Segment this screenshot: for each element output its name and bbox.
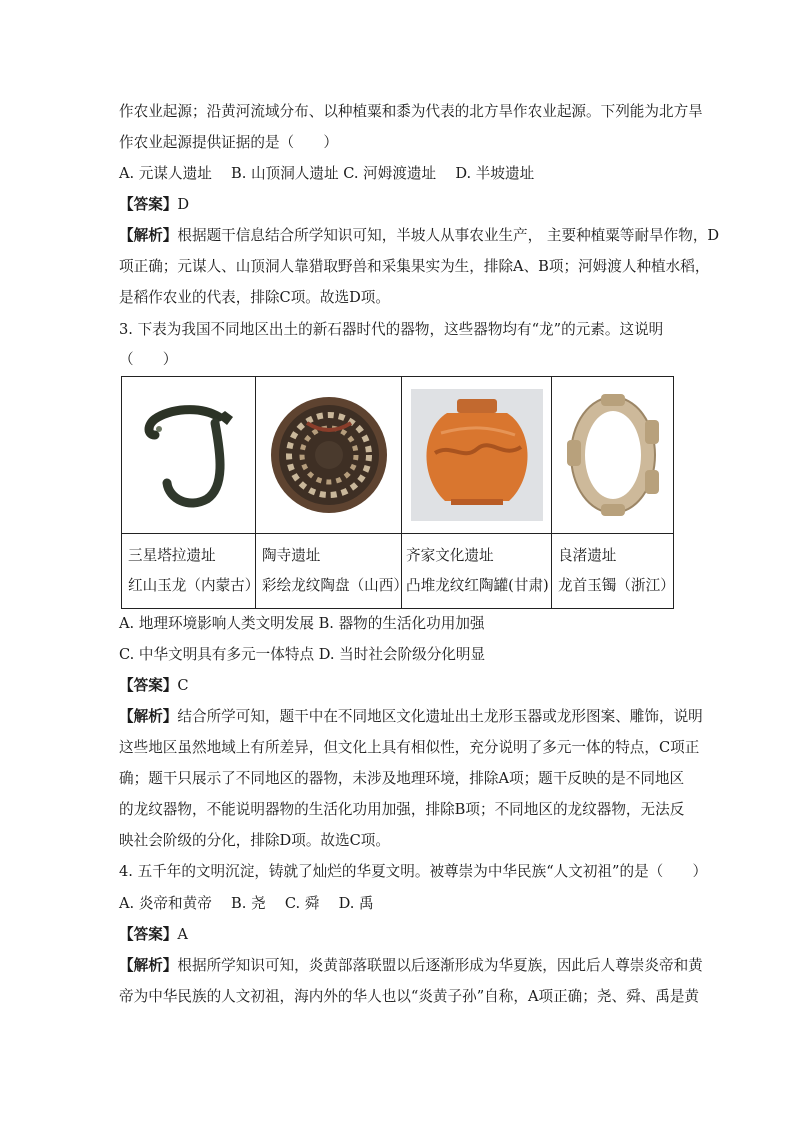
q2-options: A. 元谋人遗址 B. 山顶洞人遗址 C. 河姆渡遗址 D. 半坡遗址 <box>119 165 535 182</box>
q3-stem-line-2: （ ） <box>119 351 178 368</box>
jade-dragon-icon <box>129 395 249 515</box>
q2-analysis-line-3: 是稻作农业的代表，排除C项。故选D项。 <box>119 289 390 306</box>
q3-analysis-line-1 <box>119 707 703 727</box>
q2-analysis-line-2: 项正确；元谋人、山顶洞人靠猎取野兽和采集果实为生，排除A、B项；河姆渡人种植水稻， <box>119 258 710 275</box>
answer-tag: 【答案】 <box>119 926 178 943</box>
relics-table <box>121 376 674 609</box>
q4-analysis-line-2: 帝为中华民族的人文初祖，海内外的华人也以“炎黄子孙”自称，A项正确；尧、舜、禹是黄 <box>119 988 700 1005</box>
relic-item: 龙首玉镯（浙江） <box>558 577 675 594</box>
q3-analysis-line-4: 的龙纹器物，不能说明器物的生活化功用加强，排除B项；不同地区的龙纹器物，无法反 <box>119 801 685 818</box>
q3-analysis-line-5: 映社会阶级的分化，排除D项。故选C项。 <box>119 832 390 849</box>
relics-caption-row <box>122 534 674 609</box>
relic-caption <box>552 534 674 609</box>
q4-answer <box>119 925 188 945</box>
relic-site: 陶寺遗址 <box>262 547 321 564</box>
q4-options: A. 炎帝和黄帝 B. 尧 C. 舜 D. 禹 <box>119 895 374 912</box>
jade-bracelet-icon <box>563 390 663 520</box>
q3-options-line-2: C. 中华文明具有多元一体特点 D. 当时社会阶级分化明显 <box>119 646 486 663</box>
relic-caption <box>256 534 408 609</box>
relics-image-row <box>122 377 674 534</box>
relic-item: 凸堆龙纹红陶罐(甘肃) <box>406 577 549 594</box>
analysis-text: 结合所学可知，题干中在不同地区文化遗址出土龙形玉器或龙形图案、雕饰，说明 <box>177 708 703 725</box>
relic-item: 红山玉龙（内蒙古） <box>128 577 260 594</box>
q4-analysis-line-1 <box>119 956 703 976</box>
answer-value: C <box>177 677 189 694</box>
answer-tag: 【答案】 <box>119 196 178 213</box>
relic-site: 三星塔拉遗址 <box>128 547 216 564</box>
analysis-tag: 【解析】 <box>119 227 178 244</box>
relic-image-cell <box>256 377 402 534</box>
q2-stem-line-1: 作农业起源；沿黄河流域分布、以种植粟和黍为代表的北方旱作农业起源。下列能为北方旱 <box>119 103 703 120</box>
analysis-tag: 【解析】 <box>119 957 178 974</box>
q2-stem-line-2: 作农业起源提供证据的是（ ） <box>119 134 338 151</box>
relic-caption <box>122 534 260 609</box>
answer-tag: 【答案】 <box>119 677 178 694</box>
q2-analysis-line-1 <box>119 226 719 246</box>
q3-stem-line-1: 3. 下表为我国不同地区出土的新石器时代的器物，这些器物均有“龙”的元素。这说明 <box>119 321 664 338</box>
q2-answer <box>119 195 189 215</box>
analysis-text: 根据所学知识可知，炎黄部落联盟以后逐渐形成为华夏族，因此后人尊崇炎帝和黄 <box>177 957 703 974</box>
relic-item: 彩绘龙纹陶盘（山西） <box>262 577 408 594</box>
analysis-text: 根据题干信息结合所学知识可知，半坡人从事农业生产， 主要种植粟等耐旱作物，D <box>177 227 720 244</box>
relic-image-cell <box>552 377 674 534</box>
q3-analysis-line-2: 这些地区虽然地域上有所差异，但文化上具有相似性，充分说明了多元一体的特点，C项正 <box>119 739 700 756</box>
q4-stem: 4. 五千年的文明沉淀，铸就了灿烂的华夏文明。被尊崇为中华民族“人文初祖”的是（ ） <box>119 863 708 880</box>
red-pottery-jar-icon <box>411 389 543 521</box>
q3-analysis-line-3: 确；题干只展示了不同地区的器物，未涉及地理环境，排除A项；题干反映的是不同地区 <box>119 770 685 787</box>
painted-plate-icon <box>267 393 391 517</box>
q3-answer <box>119 676 189 696</box>
answer-value: D <box>177 196 190 213</box>
relic-image-cell <box>402 377 552 534</box>
answer-value: A <box>177 926 188 943</box>
relic-site: 良渚遗址 <box>558 547 617 564</box>
relic-image-cell <box>122 377 256 534</box>
analysis-tag: 【解析】 <box>119 708 178 725</box>
relic-caption <box>402 534 552 609</box>
q3-options-line-1: A. 地理环境影响人类文明发展 B. 器物的生活化功用加强 <box>119 615 485 632</box>
relic-site: 齐家文化遗址 <box>406 547 494 564</box>
